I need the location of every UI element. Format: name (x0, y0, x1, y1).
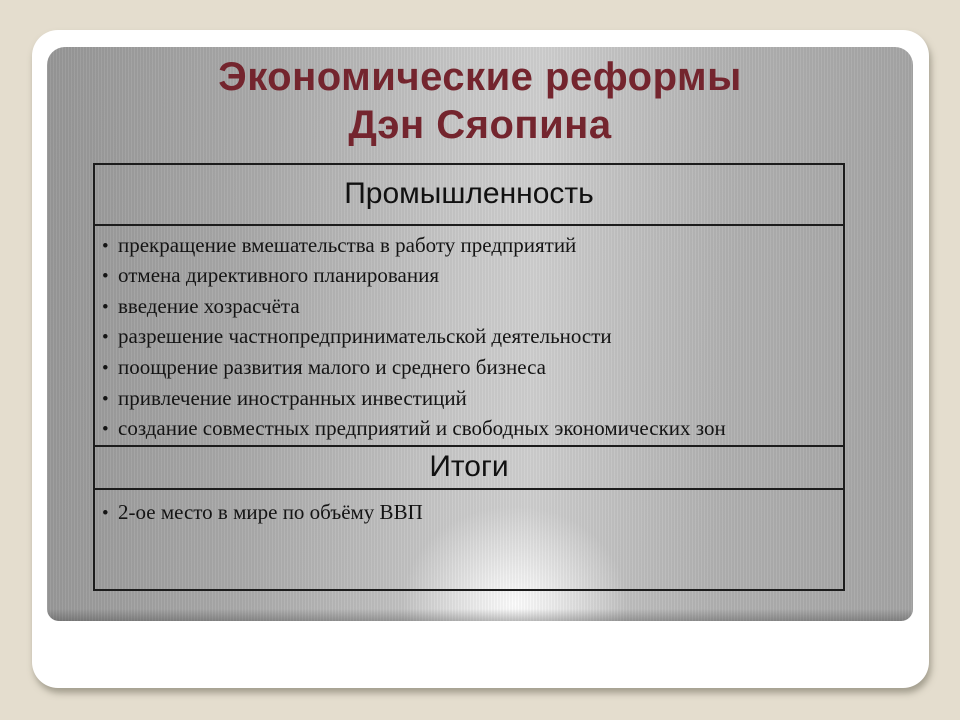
bullet-icon: • (102, 419, 109, 441)
slide (47, 47, 913, 621)
bullet-icon: • (102, 296, 109, 318)
list-item (102, 498, 833, 529)
item-text: прекращение вмешательства в работу предприятий (118, 232, 577, 257)
item-text: 2-ое место в мире по объёму ВВП (118, 499, 423, 524)
item-text: привлечение иностранных инвестиций (118, 385, 467, 410)
reforms-table (93, 163, 845, 591)
list-item (102, 353, 833, 384)
table-header-industry: Промышленность (95, 165, 843, 226)
list-item (102, 322, 833, 353)
item-text: разрешение частнопредпринимательской деятельности (118, 324, 612, 349)
bullet-icon: • (102, 358, 109, 380)
item-text: поощрение развития малого и среднего бизнеса (118, 355, 546, 380)
list-item (102, 231, 833, 262)
bullet-icon: • (102, 235, 109, 257)
list-item (102, 292, 833, 323)
item-text: введение хозрасчёта (118, 293, 300, 318)
industry-items-cell (95, 226, 843, 445)
table-header-results: Итоги (95, 445, 843, 490)
item-text: отмена директивного планирования (118, 263, 440, 288)
bullet-icon: • (102, 388, 109, 410)
list-item (102, 414, 833, 445)
bullet-icon: • (102, 266, 109, 288)
results-item-list (102, 498, 833, 529)
results-items-cell (95, 490, 843, 589)
title-line-2: Дэн Сяопина (348, 103, 612, 147)
bullet-icon: • (102, 327, 109, 349)
item-text: создание совместных предприятий и свободных экономических зон (118, 416, 726, 441)
list-item (102, 384, 833, 415)
bullet-icon: • (102, 502, 109, 524)
list-item (102, 261, 833, 292)
industry-item-list (102, 231, 833, 445)
title-line-1: Экономические реформы (218, 55, 742, 99)
slide-title (47, 53, 913, 149)
